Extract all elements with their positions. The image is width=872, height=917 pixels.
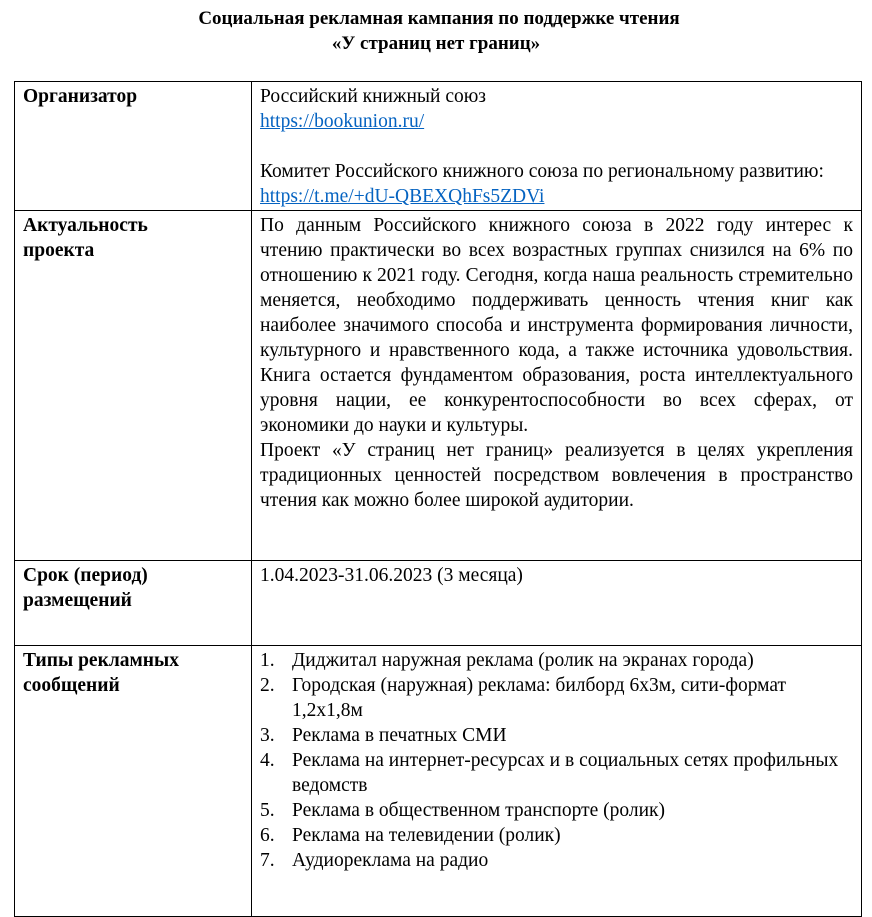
ad-types-label-line-2: сообщений	[23, 675, 120, 696]
relevance-paragraph-2: Проект «У страниц нет границ» реализуется в целях укрепления традиционных ценностей посредством вовлечения в пространство чтения как можно более широкой аудитории.	[260, 440, 853, 511]
period-label-line-1: Срок (период)	[23, 565, 148, 586]
list-item: 7. Аудиореклама на радио	[260, 850, 489, 871]
list-item: 6. Реклама на телевидении (ролик)	[260, 825, 561, 846]
relevance-label-line-2: проекта	[23, 240, 95, 261]
ad-types-label	[15, 646, 252, 917]
table-row-ad-types	[15, 646, 862, 917]
list-item: 4. Реклама на интернет-ресурсах и в социальных сетях профильных ведомств	[260, 750, 839, 796]
period-value-text: 1.04.2023-31.06.2023 (3 месяца)	[260, 565, 523, 586]
title-line-2: «У страниц нет границ»	[331, 33, 541, 54]
title-line-1: Социальная рекламная кампания по поддержке чтения	[198, 8, 680, 29]
committee-telegram-link[interactable]: https://t.me/+dU-QBEXQhFs5ZDVi	[260, 186, 545, 207]
campaign-info-table	[14, 81, 862, 917]
organizer-name: Российский книжный союз	[260, 86, 486, 107]
organizer-website-link[interactable]: https://bookunion.ru/	[260, 111, 425, 132]
period-value	[252, 561, 862, 646]
relevance-value	[252, 211, 862, 561]
relevance-label	[15, 211, 252, 561]
list-item: 3. Реклама в печатных СМИ	[260, 725, 507, 746]
table-row-relevance	[15, 211, 862, 561]
period-label	[15, 561, 252, 646]
committee-text: Комитет Российского книжного союза по региональному развитию:	[260, 161, 824, 182]
ad-types-list	[260, 648, 853, 873]
organizer-value	[252, 82, 862, 211]
relevance-label-line-1: Актуальность	[23, 215, 148, 236]
list-item: 5. Реклама в общественном транспорте (ролик)	[260, 800, 665, 821]
ad-types-value	[252, 646, 862, 917]
organizer-label-text: Организатор	[23, 86, 138, 107]
list-item: 1. Диджитал наружная реклама (ролик на экранах города)	[260, 650, 754, 671]
list-item: 2. Городская (наружная) реклама: билборд 6х3м, сити-формат 1,2х1,8м	[260, 675, 787, 721]
period-label-line-2: размещений	[23, 590, 132, 611]
organizer-label	[15, 82, 252, 211]
document-title	[0, 6, 872, 56]
table-row-period	[15, 561, 862, 646]
relevance-paragraph-1: По данным Российского книжного союза в 2022 году интерес к чтению практически во всех возрастных группах снизился на 6% по отношению к 2021 году. Сегодня, когда наша реальность стремительно меняется, необходимо поддерживать ценность чтения книг как наиболее значимого способа и инструмента формирования личности, культурного и нравственного кода, а также источника удовольствия. Книга остается фундаментом образования, роста интеллектуального уровня нации, ее конкурентоспособности во всех сферах, от экономики до науки и культуры.	[260, 215, 853, 436]
table-row-organizer	[15, 82, 862, 211]
ad-types-label-line-1: Типы рекламных	[23, 650, 180, 671]
